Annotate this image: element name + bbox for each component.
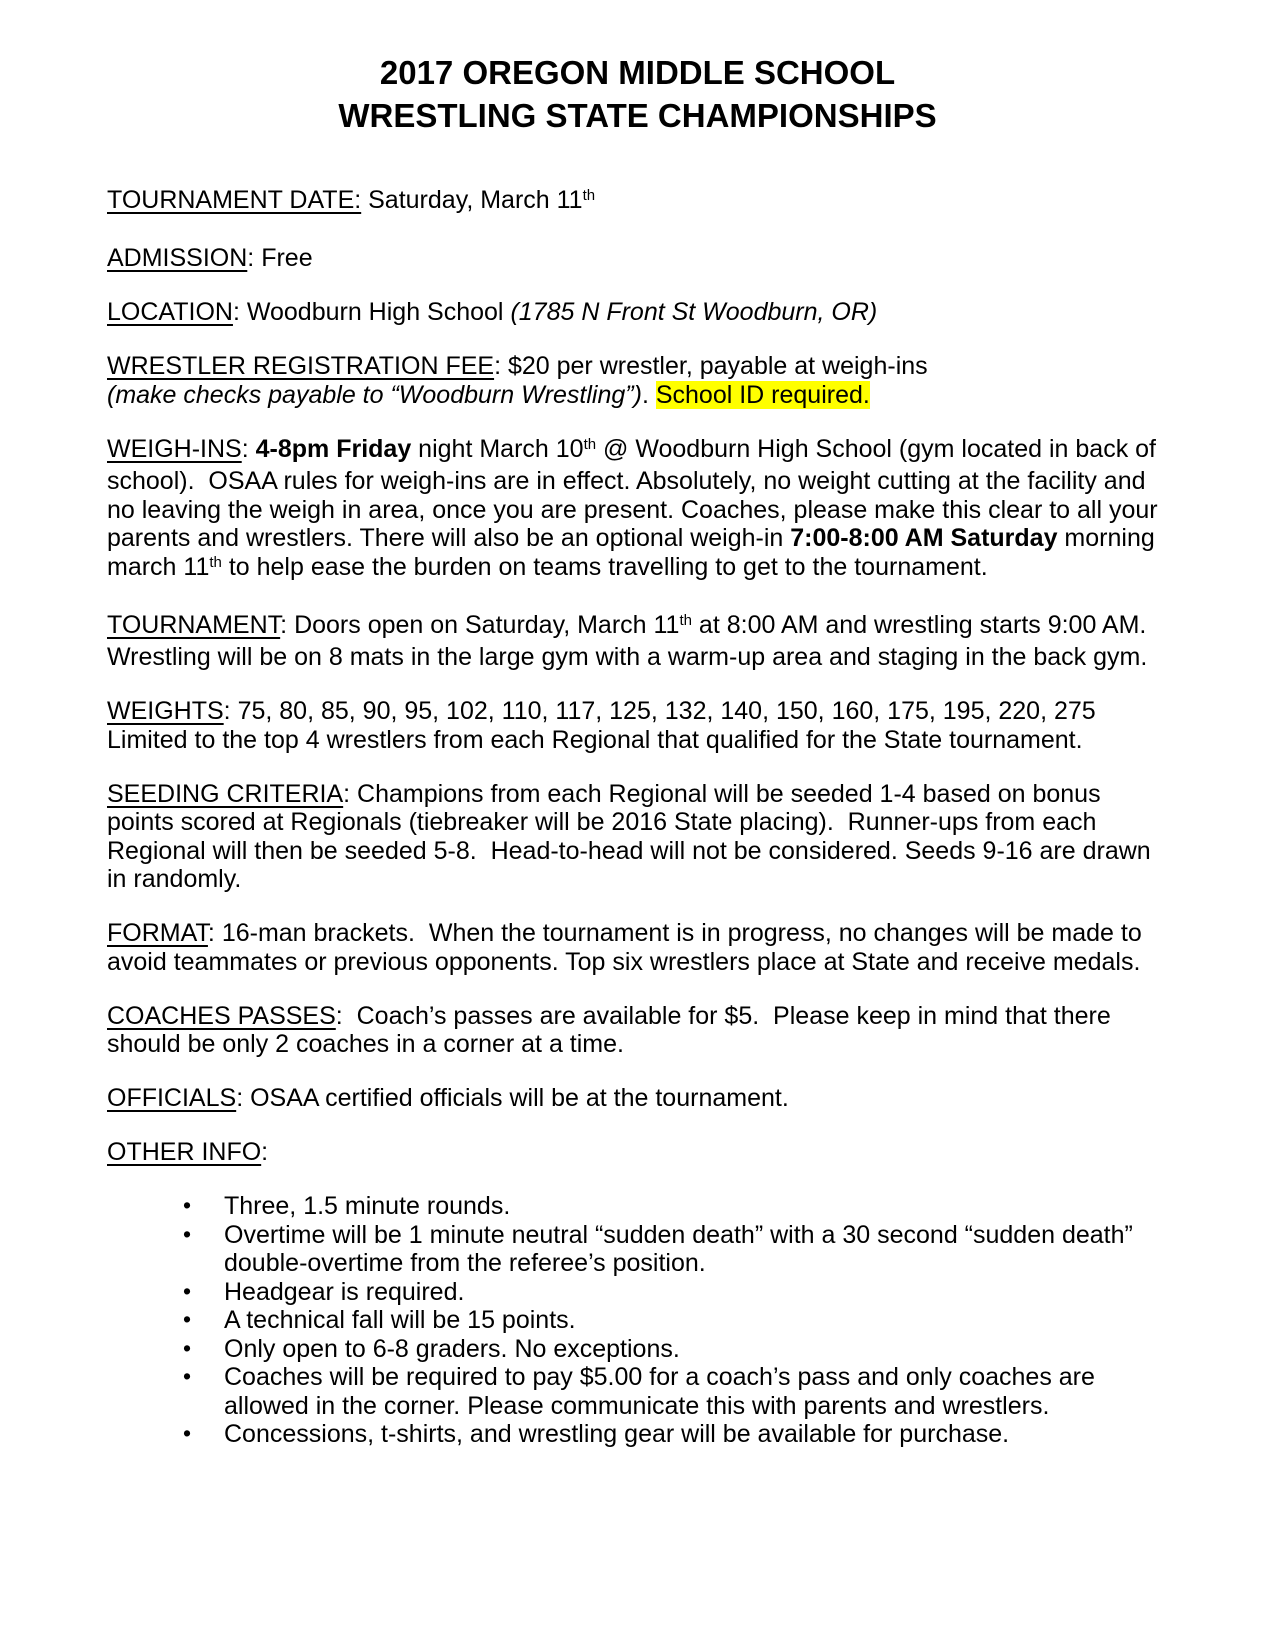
- weigh-ins-text-4: to help ease the burden on teams travelling to get to the tournament.: [221, 552, 988, 581]
- registration-text: : $20 per wrestler, payable at weigh-ins: [494, 352, 928, 380]
- tournament-superscript: th: [679, 611, 692, 629]
- location-text: : Woodburn High School: [232, 298, 511, 326]
- other-info-colon: :: [261, 1138, 269, 1166]
- title-line-1: 2017 OREGON MIDDLE SCHOOL: [379, 54, 896, 91]
- bullet-icon: •: [183, 1277, 192, 1304]
- coaches-passes-heading: COACHES PASSES: [107, 1001, 336, 1030]
- bullet-icon: •: [183, 1420, 192, 1446]
- location-address: (1785 N Front St Woodburn, OR): [510, 298, 878, 326]
- weigh-ins-text-2: @ Woodburn High School (gym located in back of school). OSAA rules for weigh-ins are in effect. Absolutely, no weight cutting at the facility and no leaving the weigh in area, once you are present. Coaches, please make this clear to all your parents and wrestlers. There will also be an optional weigh-in: [107, 434, 1165, 552]
- weights-line-2: [107, 726, 1168, 755]
- seeding-heading: SEEDING CRITERIA: [107, 779, 344, 808]
- tournament-text-2: at 8:00 AM and wrestling starts 9:00 AM. Wrestling will be on 8 mats in the large gym with a warm-up area and staging in the back gym.: [107, 610, 1154, 671]
- section-registration-fee: [107, 352, 1168, 409]
- title-line-2: WRESTLING STATE CHAMPIONSHIPS: [338, 97, 937, 134]
- section-coaches-passes: [107, 1002, 1168, 1059]
- other-info-list: [107, 1192, 1168, 1449]
- tournament-date-text: Saturday, March 11: [361, 186, 583, 214]
- section-seeding-criteria: [107, 780, 1168, 894]
- list-item-text: Concessions, t-shirts, and wrestling gear will be available for purchase.: [224, 1420, 1010, 1448]
- section-officials: [107, 1084, 1168, 1113]
- list-item: [107, 1363, 1168, 1420]
- list-item-text: Three, 1.5 minute rounds.: [224, 1192, 511, 1220]
- format-text: : 16-man brackets. When the tournament is in progress, no changes will be made to avoid teammates or previous opponents. Top six wrestlers place at State and receive medals.: [107, 919, 1149, 976]
- list-item-text: Only open to 6-8 graders. No exceptions.: [224, 1334, 680, 1363]
- registration-line-2: [107, 381, 1168, 410]
- weigh-ins-saturday-time: 7:00-8:00 AM Saturday: [790, 524, 1058, 552]
- list-item: [107, 1278, 1168, 1307]
- list-item-text: Overtime will be 1 minute neutral “sudden death” with a 30 second “sudden death” double-overtime from the referee’s position.: [224, 1220, 1140, 1277]
- admission-text: : Free: [247, 244, 313, 272]
- weigh-ins-superscript-2: th: [209, 553, 222, 571]
- weigh-ins-superscript-1: th: [583, 435, 597, 453]
- tournament-date-superscript: th: [582, 187, 596, 204]
- school-id-highlight: School ID required.: [655, 380, 870, 409]
- tournament-date-heading: TOURNAMENT DATE:: [107, 186, 362, 214]
- weights-limit-note: Limited to the top 4 wrestlers from each Regional that qualified for the State tournament.: [107, 725, 1083, 754]
- tournament-heading: TOURNAMENT: [107, 610, 281, 639]
- section-admission: [107, 244, 1168, 273]
- weights-line-1: [107, 697, 1168, 726]
- section-location: [107, 298, 1168, 327]
- section-tournament: [107, 611, 1168, 672]
- officials-heading: OFFICIALS: [107, 1084, 237, 1112]
- seeding-text: : Champions from each Regional will be seeded 1-4 based on bonus points scored at Regionals (tiebreaker will be 2016 State placing). Runner-ups from each Regional will then be seeded 5-8. Head-to-head will not be considered. Seeds 9-16 are drawn in randomly.: [107, 779, 1158, 893]
- weigh-ins-text-1: night March 10: [411, 434, 584, 463]
- list-item: [107, 1192, 1168, 1221]
- weights-classes: : 75, 80, 85, 90, 95, 102, 110, 117, 125, 132, 140, 150, 160, 175, 195, 220, 275: [223, 697, 1096, 725]
- weigh-ins-colon: :: [241, 434, 256, 463]
- list-item-text: Headgear is required.: [224, 1277, 465, 1306]
- format-heading: FORMAT: [107, 919, 208, 947]
- list-item: [107, 1420, 1168, 1449]
- registration-line-1: [107, 352, 1168, 381]
- weigh-ins-friday-time: 4-8pm Friday: [255, 434, 412, 463]
- document-title: [107, 51, 1168, 137]
- bullet-icon: •: [183, 1220, 192, 1247]
- registration-checks-note: (make checks payable to “Woodburn Wrestling”): [107, 380, 642, 409]
- section-format: [107, 919, 1168, 976]
- weigh-ins-heading: WEIGH-INS: [107, 434, 242, 463]
- bullet-icon: •: [183, 1363, 192, 1389]
- section-weigh-ins: [107, 435, 1168, 586]
- weights-heading: WEIGHTS: [107, 697, 224, 725]
- list-item: [107, 1335, 1168, 1364]
- location-heading: LOCATION: [107, 298, 233, 326]
- list-item: [107, 1221, 1168, 1278]
- bullet-icon: •: [183, 1192, 192, 1218]
- list-item-text: Coaches will be required to pay $5.00 for a coach’s pass and only coaches are allowed in the corner. Please communicate this with parents and wrestlers.: [224, 1363, 1102, 1420]
- list-item-text: A technical fall will be 15 points.: [224, 1306, 576, 1334]
- coaches-passes-text: : Coach’s passes are available for $5. Please keep in mind that there should be only 2 coaches in a corner at a time.: [107, 1001, 1118, 1058]
- bullet-icon: •: [183, 1306, 192, 1332]
- registration-separator: .: [641, 380, 656, 409]
- bullet-icon: •: [183, 1334, 192, 1361]
- weigh-ins-text-3: morning march 11: [107, 524, 1162, 581]
- officials-text: : OSAA certified officials will be at the tournament.: [236, 1084, 789, 1112]
- section-other-info: [107, 1138, 1168, 1167]
- other-info-heading: OTHER INFO: [107, 1138, 262, 1166]
- list-item: [107, 1306, 1168, 1335]
- admission-heading: ADMISSION: [107, 244, 248, 272]
- section-weights: [107, 697, 1168, 754]
- section-tournament-date: [107, 186, 1168, 219]
- tournament-text-1: : Doors open on Saturday, March 11: [280, 610, 680, 639]
- registration-heading: WRESTLER REGISTRATION FEE: [107, 352, 495, 380]
